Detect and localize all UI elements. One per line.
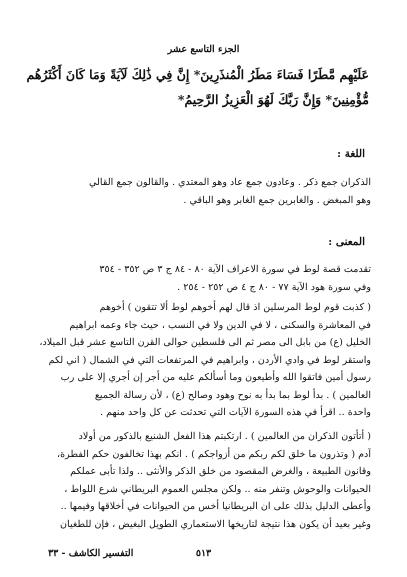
- text-line: وغير بعيد أن يكون هذا نتيجة لتاريخها الاستعماري الطويل البغيض ، فإن للطغيان: [59, 518, 371, 530]
- quran-verse-block: [26, 62, 369, 112]
- text-line: آدم ( وتذرون ما خلق لكم ربكم من أزواجكم ) . انكم بهذا تخالفون حكم الفطرة،: [57, 448, 371, 460]
- maana-paragraph-2: [30, 428, 371, 533]
- section-heading-maana: المعنى :: [328, 236, 365, 248]
- lugha-paragraph: [30, 174, 371, 209]
- text-line: العالمين ) . بدأ لوط بما بدأ به نوح وهود وصالح (ع) ، لأن رسالة الجميع: [94, 389, 371, 401]
- text-line: واحدة .. اقرأ في هذه السورة الآيات التي تحدثت عن كل واحد منهم .: [100, 407, 371, 418]
- verse-line: عَلَيْهِم مَّطَرًا فَسَاءَ مَطَرُ الْمُنذَرِينَ* إِنَّ فِي ذَٰلِكَ لَآيَةً وَمَا كَانَ أَكْثَرُهُم: [26, 67, 369, 82]
- text-line: الذكران جمع ذكر . وعادون جمع عاد وهو المعتدي . والقالون جمع القالي: [89, 177, 371, 188]
- text-line: الحيوانات والوحوش وتنفر منه .. ولكن مجلس العموم البريطاني شرع اللواط ،: [64, 483, 371, 495]
- page-number: ٥١٣: [195, 548, 212, 559]
- text-line: تقدمت قصة لوط في سورة الاعراف الآية ٨٠ - ٨٤ ج ٣ ص ٣٥٢ - ٣٥٤: [99, 264, 371, 275]
- book-running-title: التفسير الكاشف - ٣٣: [48, 548, 134, 559]
- page-footer: [0, 548, 407, 564]
- maana-intro-paragraph: [30, 261, 371, 296]
- text-line: ( أتأتون الذكران من العالمين ) . ارتكبتم هذا الفعل الشنيع بالذكور من أولاد: [78, 431, 371, 442]
- section-heading-lugha: اللغة :: [337, 148, 365, 160]
- text-line: الخليل (ع) من بابل الى مصر ثم الى فلسطين حوالى القرن التاسع عشر قبل الميلاد،: [39, 337, 371, 348]
- text-line: وأعطى الدليل بذلك على ان البريطانيا أخس من الحيوانات في أخلاقها وفيمها ..: [60, 501, 371, 512]
- text-line: وفي سورة هود الآية ٧٧ - ٨٠ ج ٤ ص ٢٥٢ - ٢٥٤ .: [177, 281, 371, 293]
- text-line: في المعاشرة والسكنى ، لا في الدين ولا في النسب ، حيث جاء وعمه ابراهيم: [69, 319, 371, 331]
- text-line: ( كذبت قوم لوط المرسلين اذ قال لهم أخوهم لوط ألا تتقون ) أخوهم: [99, 302, 371, 313]
- text-line: واستقر لوط في وادي الأردن ، وابراهيم في المرتفعات التي في الشمال ( اني لكم: [48, 354, 371, 366]
- page-header-title: الجزء التاسع عشر: [167, 44, 240, 55]
- verse-line: مُّؤْمِنِينَ* وَإِنَّ رَبَّكَ لَهُوَ الْعَزِيزُ الرَّحِيمُ*: [177, 92, 369, 107]
- text-line: وهو المبغض . والغابرين جمع الغابر وهو الباقي .: [183, 194, 371, 206]
- maana-paragraph-1: [30, 299, 371, 422]
- text-line: رسول أمين فاتقوا الله وأطيعون وما أسألكم عليه من أجر إن أجري إلا على رب: [60, 372, 371, 383]
- text-line: وقانون الطبيعة ، والغرض المقصود من خلق الذكر والأنثى .. ولذا تأبى عملكم: [70, 466, 371, 477]
